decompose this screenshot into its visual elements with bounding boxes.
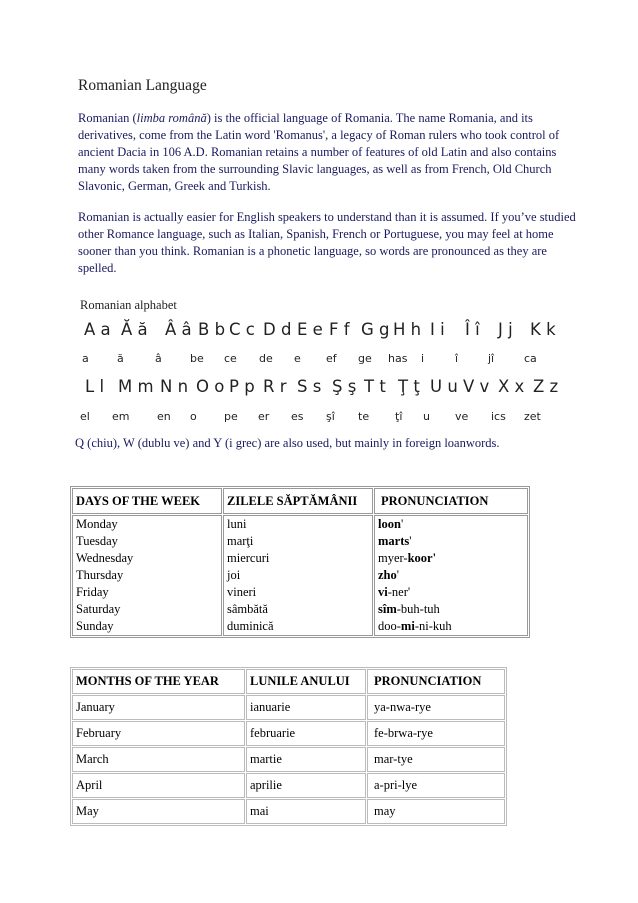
day-english: Thursday: [76, 568, 124, 582]
day-pronunciation: [378, 618, 524, 635]
intro-text-rest: ) is the official language of Romania. The name Romania, and its derivatives, come from the Latin word 'Romanus', a legacy of Roman rulers who took control of ancient Dacia in 106 A.D. Romanian retains a number of features of old Latin and also contains many words taken from the surrounding Slavic languages, as well as from French, Old Church Slavonic, German, Greek and Turkish.: [78, 111, 560, 193]
page-title: Romanian Language: [78, 77, 207, 94]
intro-native-name: limba română: [136, 111, 207, 125]
day-romanian: joi: [227, 568, 241, 582]
table-row: [72, 695, 505, 720]
alphabet-names-row-2: [0, 410, 638, 434]
alphabet-letter-name: has: [388, 352, 408, 365]
pronunciation-part-bold: koor': [407, 551, 437, 565]
alphabet-letter: S s: [297, 377, 322, 396]
month-romanian: februarie: [246, 721, 366, 746]
alphabet-letter: P p: [229, 377, 255, 396]
alphabet-letter-name: es: [291, 410, 304, 423]
day-english: Tuesday: [76, 534, 118, 548]
alphabet-letter-name: ca: [524, 352, 537, 365]
alphabet-letter-name: ef: [326, 352, 337, 365]
days-english-column: [72, 515, 222, 636]
pronunciation-part-post: -ni-kuh: [414, 619, 452, 633]
day-romanian: marţi: [227, 534, 254, 548]
alphabet-letter-name: en: [157, 410, 171, 423]
month-pronunciation: a-pri-lye: [367, 773, 505, 798]
month-english: January: [72, 695, 245, 720]
alphabet-letter: V v: [463, 377, 490, 396]
alphabet-letter-name: ce: [224, 352, 237, 365]
alphabet-letter: U u: [430, 377, 458, 396]
alphabet-letter-name: ge: [358, 352, 372, 365]
month-pronunciation: mar-tye: [367, 747, 505, 772]
alphabet-letter: Â â: [165, 320, 192, 339]
table-row: [72, 799, 505, 824]
day-pronunciation: [378, 601, 524, 618]
month-pronunciation: may: [367, 799, 505, 824]
alphabet-letter: I i: [430, 320, 445, 339]
loanword-note: Q (chiu), W (dublu ve) and Y (i grec) are also used, but mainly in foreign loanwords.: [75, 436, 500, 450]
alphabet-letter-name: î: [455, 352, 459, 365]
intro-text-start: Romanian (: [78, 111, 137, 125]
alphabet-letter: T t: [364, 377, 386, 396]
day-romanian: vineri: [227, 585, 257, 599]
alphabet-letter-name: ics: [491, 410, 506, 423]
alphabet-letter-name: u: [423, 410, 430, 423]
day-romanian: miercuri: [227, 551, 270, 565]
pronunciation-part-post: -buh-tuh: [396, 602, 440, 616]
alphabet-title: Romanian alphabet: [80, 298, 177, 312]
alphabet-letter: R r: [263, 377, 287, 396]
alphabet-letter: K k: [530, 320, 556, 339]
day-pronunciation: [378, 550, 524, 567]
alphabet-letter-name: i: [421, 352, 425, 365]
alphabet-letter-name: o: [190, 410, 197, 423]
days-header-romanian: ZILELE SĂPTĂMÂNII: [223, 488, 373, 514]
day-romanian: duminică: [227, 619, 274, 633]
alphabet-letter-name: em: [112, 410, 130, 423]
month-english: May: [72, 799, 245, 824]
pronunciation-part-post: -ner': [387, 585, 411, 599]
alphabet-letter: H h: [393, 320, 422, 339]
alphabet-letter-name: e: [294, 352, 301, 365]
alphabet-letter: F f: [329, 320, 350, 339]
months-header-romanian: LUNILE ANULUI: [246, 669, 366, 694]
alphabet-letter-name: a: [82, 352, 89, 365]
alphabet-letters-row-1: [0, 320, 638, 344]
day-pronunciation: [378, 567, 524, 584]
intro-paragraph-2: Romanian is actually easier for English speakers to understand than it is assumed. If you’ve studied other Romance language, such as Italian, Spanish, French or Portuguese, you may feel at home sooner than you think. Romanian is a phonetic language, so words are pronounced as they are spelled.: [78, 210, 576, 275]
alphabet-letter-name: de: [259, 352, 273, 365]
alphabet-letter-name: şî: [326, 410, 335, 423]
months-table-header: [72, 669, 505, 694]
alphabet-letter-name: ve: [455, 410, 469, 423]
alphabet-letter: B b: [198, 320, 226, 339]
day-english: Saturday: [76, 602, 121, 616]
alphabet-letter-name: er: [258, 410, 270, 423]
month-english: March: [72, 747, 245, 772]
month-english: February: [72, 721, 245, 746]
pronunciation-part-bold: mi: [400, 619, 415, 633]
days-of-week-table: [70, 486, 530, 638]
table-row: [72, 773, 505, 798]
pronunciation-part-bold: zho: [378, 568, 397, 582]
alphabet-letter: D d: [263, 320, 292, 339]
month-english: April: [72, 773, 245, 798]
pronunciation-part-post: ': [409, 534, 412, 548]
alphabet-letter-name: jî: [488, 352, 495, 365]
alphabet-letter-name: te: [358, 410, 370, 423]
day-english: Friday: [76, 585, 109, 599]
month-romanian: martie: [246, 747, 366, 772]
alphabet-letter: M m: [118, 377, 154, 396]
month-pronunciation: fe-brwa-rye: [367, 721, 505, 746]
alphabet-letter: E e: [297, 320, 323, 339]
alphabet-letter: X x: [498, 377, 525, 396]
months-of-year-table: [70, 667, 507, 826]
pronunciation-part-bold: loon: [378, 517, 401, 531]
alphabet-letter: J j: [498, 320, 513, 339]
alphabet-letter: Î î: [465, 320, 480, 339]
day-romanian: luni: [227, 517, 247, 531]
pronunciation-part-post: ': [400, 517, 404, 531]
alphabet-letter-name: be: [190, 352, 204, 365]
days-table-header: [72, 488, 528, 514]
day-english: Sunday: [76, 619, 114, 633]
table-row: [72, 721, 505, 746]
days-pronunciation-column: [374, 515, 528, 636]
days-table-body: [72, 515, 528, 636]
alphabet-letters-row-2: [0, 377, 638, 401]
days-header-english: DAYS OF THE WEEK: [72, 488, 222, 514]
alphabet-letter: O o: [196, 377, 225, 396]
alphabet-letter: L l: [85, 377, 105, 396]
alphabet-letter: Ş ş: [332, 377, 357, 396]
alphabet-letter: Ă ă: [121, 320, 148, 339]
alphabet-letter-name: zet: [524, 410, 541, 423]
alphabet-letter-name: ă: [117, 352, 124, 365]
alphabet-letter: A a: [84, 320, 111, 339]
month-romanian: aprilie: [246, 773, 366, 798]
alphabet-letter: C c: [229, 320, 255, 339]
days-romanian-column: [223, 515, 373, 636]
days-header-pronunciation: PRONUNCIATION: [374, 488, 528, 514]
alphabet-letter-name: el: [80, 410, 90, 423]
alphabet-names-row-1: [0, 352, 638, 376]
pronunciation-part-bold: vi: [378, 585, 388, 599]
month-pronunciation: ya-nwa-rye: [367, 695, 505, 720]
alphabet-letter: Ţ ţ: [398, 377, 420, 396]
pronunciation-part-pre: doo-: [378, 619, 401, 633]
day-english: Wednesday: [76, 551, 134, 565]
alphabet-letter: Z z: [533, 377, 559, 396]
day-pronunciation: [378, 533, 524, 550]
month-romanian: ianuarie: [246, 695, 366, 720]
intro-paragraph-1: [78, 110, 578, 195]
pronunciation-part-post: ': [396, 568, 400, 582]
table-row: [72, 747, 505, 772]
months-header-pronunciation: PRONUNCIATION: [367, 669, 505, 694]
pronunciation-part-bold: marts: [378, 534, 410, 548]
months-header-english: MONTHS OF THE YEAR: [72, 669, 245, 694]
alphabet-letter-name: â: [155, 352, 162, 365]
alphabet-letter: G g: [361, 320, 390, 339]
month-romanian: mai: [246, 799, 366, 824]
day-pronunciation: [378, 516, 524, 533]
pronunciation-part-bold: sîm: [378, 602, 397, 616]
day-romanian: sâmbătă: [227, 602, 268, 616]
alphabet-letter-name: ţî: [395, 410, 403, 423]
day-english: Monday: [76, 517, 118, 531]
alphabet-letter-name: pe: [224, 410, 238, 423]
pronunciation-part-pre: myer-: [378, 551, 408, 565]
alphabet-letter: N n: [160, 377, 189, 396]
day-pronunciation: [378, 584, 524, 601]
